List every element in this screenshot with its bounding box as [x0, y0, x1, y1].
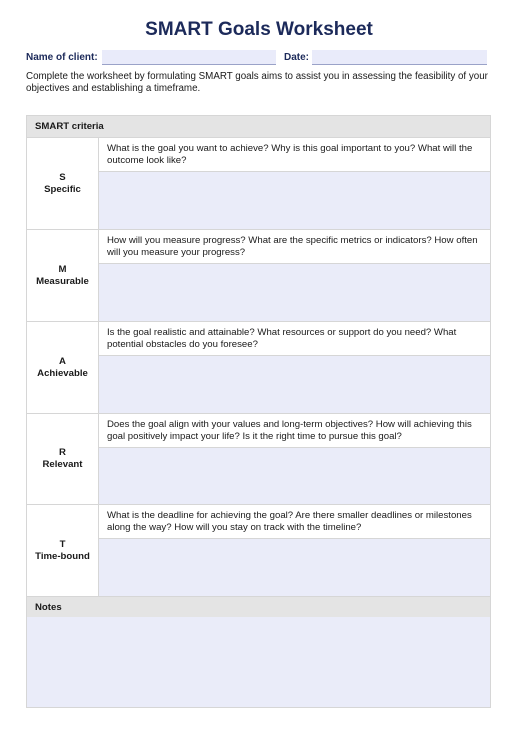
criteria-label-cell — [27, 230, 99, 321]
criteria-row-specific — [27, 137, 490, 229]
criteria-question: Is the goal realistic and attainable? What resources or support do you need? What potential obstacles do you foresee? — [99, 322, 490, 356]
criteria-row-relevant — [27, 413, 490, 504]
criteria-question: How will you measure progress? What are the specific metrics or indicators? How often will you measure your progress? — [99, 230, 490, 264]
answer-field-specific[interactable] — [99, 172, 490, 229]
notes-field[interactable] — [27, 617, 490, 707]
criteria-word: Measurable — [36, 275, 89, 287]
criteria-label-cell — [27, 138, 99, 229]
criteria-question: Does the goal align with your values and long-term objectives? How will achieving this goal positively impact your life? Is it the right time to pursue this goal? — [99, 414, 490, 448]
criteria-letter: M — [58, 263, 67, 275]
criteria-label-cell — [27, 414, 99, 504]
page-title: SMART Goals Worksheet — [145, 19, 373, 40]
criteria-question: What is the goal you want to achieve? Why is this goal important to you? What will the outcome look like? — [99, 138, 490, 172]
criteria-letter: A — [59, 355, 66, 367]
criteria-row-measurable — [27, 229, 490, 321]
criteria-letter: R — [59, 447, 66, 458]
criteria-word: Achievable — [37, 367, 88, 379]
notes-header: Notes — [27, 596, 490, 617]
smart-table — [26, 115, 491, 708]
criteria-label-cell — [27, 322, 99, 413]
answer-field-measurable[interactable] — [99, 264, 490, 321]
criteria-letter: S — [59, 171, 66, 183]
criteria-label-cell — [27, 505, 99, 596]
date-label: Date: — [284, 52, 310, 63]
criteria-row-achievable — [27, 321, 490, 413]
client-name-label: Name of client: — [26, 52, 98, 63]
criteria-question: What is the deadline for achieving the goal? Are there smaller deadlines or milestones along the way? How will you stay on track with the timeline? — [99, 505, 490, 539]
criteria-word: Relevant — [42, 459, 83, 470]
smart-criteria-header: SMART criteria — [27, 116, 490, 137]
instructions-text: Complete the worksheet by formulating SMART goals aims to assist you in assessing the feasibility of your objectives and establishing a timeframe. — [26, 71, 488, 94]
criteria-letter: T — [59, 538, 66, 550]
criteria-row-time-bound — [27, 504, 490, 596]
client-info-row — [26, 50, 491, 66]
criteria-word: Time-bound — [35, 550, 90, 562]
answer-field-time-bound[interactable] — [99, 539, 490, 596]
date-field[interactable] — [312, 50, 487, 65]
answer-field-relevant[interactable] — [99, 448, 490, 504]
criteria-word: Specific — [44, 183, 81, 195]
client-name-field[interactable] — [102, 50, 276, 65]
answer-field-achievable[interactable] — [99, 356, 490, 413]
